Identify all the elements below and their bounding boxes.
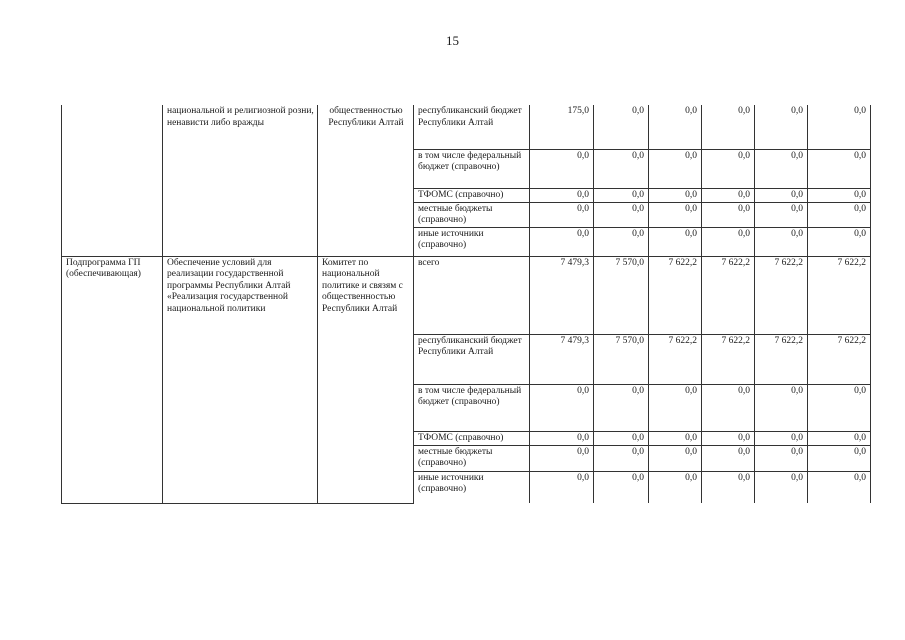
- amount-cell: 0,0: [755, 202, 808, 227]
- amount-cell: 0,0: [649, 431, 702, 445]
- amount-cell: 7 570,0: [594, 334, 649, 384]
- amount-cell: 0,0: [808, 445, 871, 471]
- amount-cell: 0,0: [530, 202, 594, 227]
- amount-cell: 0,0: [755, 227, 808, 256]
- amount-cell: 7 622,2: [755, 256, 808, 334]
- amount-cell: 0,0: [755, 188, 808, 202]
- program-description-cell: Обеспечение условий для реализации государственной программы Республики Алтай «Реализация государственной национальной политики: [163, 256, 318, 503]
- amount-cell: 0,0: [702, 384, 755, 431]
- amount-cell: 0,0: [530, 445, 594, 471]
- amount-cell: 7 622,2: [702, 256, 755, 334]
- amount-cell: 0,0: [594, 471, 649, 503]
- table-row: [62, 256, 871, 334]
- amount-cell: 0,0: [594, 384, 649, 431]
- amount-cell: 0,0: [530, 227, 594, 256]
- amount-cell: 7 479,3: [530, 256, 594, 334]
- amount-cell: 7 622,2: [649, 256, 702, 334]
- amount-cell: 0,0: [808, 202, 871, 227]
- amount-cell: 0,0: [702, 188, 755, 202]
- amount-cell: 0,0: [530, 149, 594, 188]
- amount-cell: 0,0: [755, 149, 808, 188]
- funding-source-cell: местные бюджеты (справочно): [414, 202, 530, 227]
- amount-cell: 0,0: [808, 105, 871, 149]
- amount-cell: 0,0: [702, 471, 755, 503]
- amount-cell: 0,0: [808, 188, 871, 202]
- funding-source-cell: в том числе федеральный бюджет (справочно): [414, 149, 530, 188]
- amount-cell: 175,0: [530, 105, 594, 149]
- responsible-executor-cell: Комитет по национальной политике и связям с общественностью Республики Алтай: [318, 256, 414, 503]
- amount-cell: 7 622,2: [649, 334, 702, 384]
- funding-source-cell: иные источники (справочно): [414, 471, 530, 503]
- funding-source-cell: республиканский бюджет Республики Алтай: [414, 334, 530, 384]
- amount-cell: 0,0: [808, 384, 871, 431]
- funding-source-cell: всего: [414, 256, 530, 334]
- funding-source-cell: ТФОМС (справочно): [414, 431, 530, 445]
- amount-cell: 0,0: [808, 227, 871, 256]
- amount-cell: 0,0: [530, 384, 594, 431]
- amount-cell: 0,0: [649, 471, 702, 503]
- program-name-cell: [62, 105, 163, 256]
- amount-cell: 0,0: [755, 471, 808, 503]
- program-name-cell: Подпрограмма ГП (обеспечивающая): [62, 256, 163, 503]
- amount-cell: 0,0: [649, 188, 702, 202]
- funding-source-cell: республиканский бюджет Республики Алтай: [414, 105, 530, 149]
- amount-cell: 0,0: [649, 384, 702, 431]
- amount-cell: 7 479,3: [530, 334, 594, 384]
- amount-cell: 0,0: [702, 431, 755, 445]
- amount-cell: 0,0: [808, 431, 871, 445]
- amount-cell: 0,0: [755, 105, 808, 149]
- funding-source-cell: в том числе федеральный бюджет (справочно): [414, 384, 530, 431]
- amount-cell: 0,0: [649, 202, 702, 227]
- amount-cell: 0,0: [702, 105, 755, 149]
- amount-cell: 0,0: [808, 149, 871, 188]
- amount-cell: 0,0: [649, 445, 702, 471]
- amount-cell: 0,0: [594, 227, 649, 256]
- amount-cell: 0,0: [594, 149, 649, 188]
- amount-cell: 0,0: [755, 384, 808, 431]
- amount-cell: 7 622,2: [755, 334, 808, 384]
- funding-source-cell: иные источники (справочно): [414, 227, 530, 256]
- program-description-cell: национальной и религиозной розни, ненависти либо вражды: [163, 105, 318, 256]
- amount-cell: 0,0: [702, 227, 755, 256]
- funding-source-cell: ТФОМС (справочно): [414, 188, 530, 202]
- amount-cell: 0,0: [594, 105, 649, 149]
- amount-cell: 0,0: [649, 105, 702, 149]
- amount-cell: 0,0: [755, 431, 808, 445]
- budget-table: [61, 105, 871, 504]
- amount-cell: 0,0: [649, 227, 702, 256]
- responsible-executor-cell: общественностью Республики Алтай: [318, 105, 414, 256]
- page-number: 15: [446, 33, 459, 48]
- funding-source-cell: местные бюджеты (справочно): [414, 445, 530, 471]
- amount-cell: 0,0: [649, 149, 702, 188]
- amount-cell: 0,0: [530, 471, 594, 503]
- amount-cell: 0,0: [808, 471, 871, 503]
- amount-cell: 7 622,2: [702, 334, 755, 384]
- amount-cell: 0,0: [702, 202, 755, 227]
- amount-cell: 7 622,2: [808, 334, 871, 384]
- amount-cell: 0,0: [755, 445, 808, 471]
- amount-cell: 0,0: [702, 445, 755, 471]
- amount-cell: 7 570,0: [594, 256, 649, 334]
- amount-cell: 0,0: [594, 188, 649, 202]
- amount-cell: 0,0: [530, 431, 594, 445]
- amount-cell: 0,0: [530, 188, 594, 202]
- amount-cell: 0,0: [594, 445, 649, 471]
- amount-cell: 0,0: [594, 202, 649, 227]
- amount-cell: 7 622,2: [808, 256, 871, 334]
- table-row: [62, 105, 871, 149]
- amount-cell: 0,0: [702, 149, 755, 188]
- amount-cell: 0,0: [594, 431, 649, 445]
